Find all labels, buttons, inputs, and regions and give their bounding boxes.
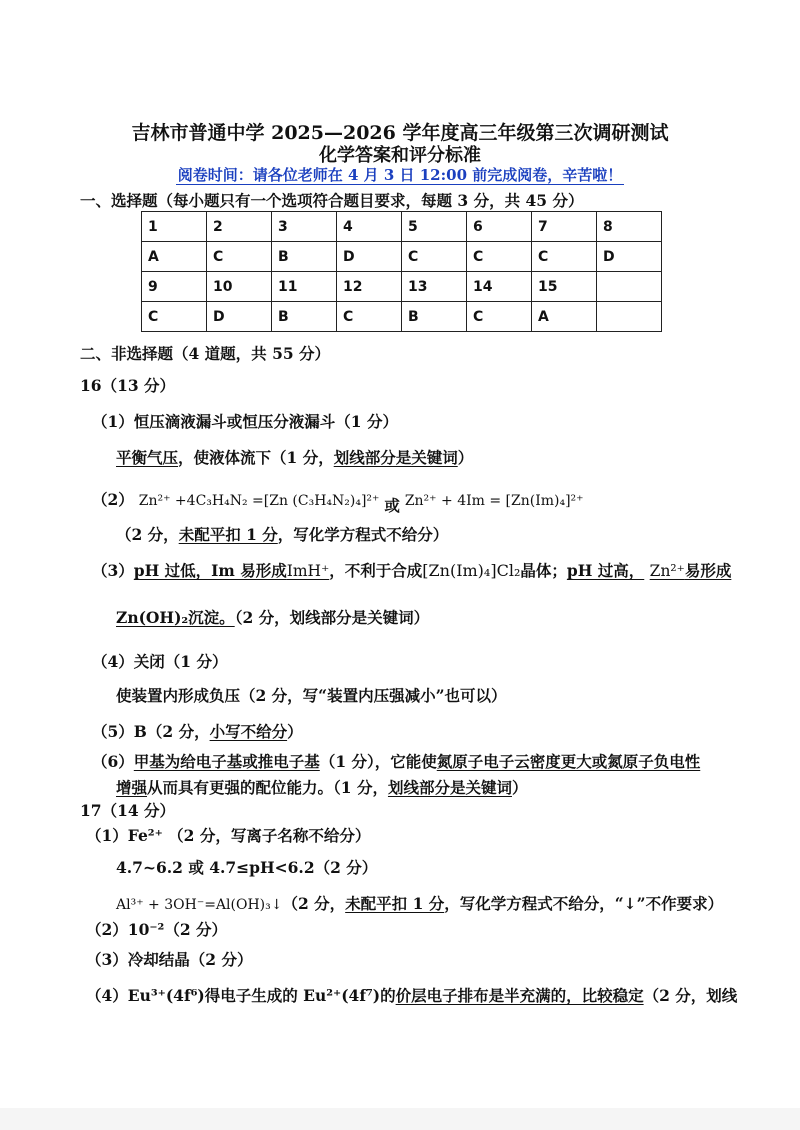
table-cell: 8 [597,212,662,242]
keyword: 划线部分是关键词 [333,448,458,467]
table-cell: D [597,242,662,272]
section2-heading: 二、非选择题（4 道题，共 55 分） [80,344,331,363]
keyword: 划线部分是关键词 [387,778,512,797]
table-row [142,302,662,332]
page-subtitle: 化学答案和评分标准 [319,145,481,166]
table-cell: 15 [532,272,597,302]
text: ） [511,778,528,797]
q16-part2-note [116,523,448,545]
formula: Zn²⁺ [649,562,685,580]
q17-part1-line2: 4.7~6.2 或 4.7≤pH<6.2（2 分） [116,858,378,877]
text: （2 分， [282,894,346,913]
keyword: 易形成 [684,561,732,580]
table-cell: 9 [142,272,207,302]
keyword: pH 过高， [566,561,645,580]
page-title: 吉林市普通中学 2025—2026 学年度高三年级第三次调研测试 [131,122,669,144]
table-cell: D [207,302,272,332]
q17-part2: （2）10⁻²（2 分） [86,920,228,939]
text: ，写化学方程式不给分，“↓”不作要求） [444,894,724,913]
section1-heading: 一、选择题（每小题只有一个选项符合题目要求，每题 3 分，共 45 分） [80,191,584,210]
table-cell: A [532,302,597,332]
part-label: （2） [92,490,134,509]
text: （2 分， [116,525,179,544]
or-text: 或 [384,496,400,515]
text: ，使液体流下（1 分， [178,448,334,467]
table-cell: C [467,302,532,332]
text: （4）Eu³⁺(4f⁶)得电子生成的 Eu²⁺(4f⁷)的 [86,986,396,1005]
keyword: 增强 [116,778,148,797]
table-cell: 3 [272,212,337,242]
q16-part6-line2 [116,776,527,798]
q16-part4: （4）关闭（1 分） [92,652,228,671]
keyword: 小写不给分 [209,722,288,741]
table-row [142,212,662,242]
text: ） [287,722,303,741]
table-cell: 1 [142,212,207,242]
page-bottom-shadow [0,1108,800,1130]
table-cell: 12 [337,272,402,302]
q16-part3 [92,559,731,581]
text: （2 分，划线 [643,986,738,1005]
q17-part3: （3）冷却结晶（2 分） [86,950,253,969]
equation-2: Zn²⁺ + 4Im = [Zn(Im)₄]²⁺ [404,493,584,509]
equation-1: Zn²⁺ +4C₃H₄N₂ =[Zn (C₃H₄N₂)₄]²⁺ [138,493,380,509]
table-cell: 2 [207,212,272,242]
table-cell: 7 [532,212,597,242]
table-cell: C [142,302,207,332]
formula: [Zn(Im)₄]Cl₂ [422,561,521,580]
equation: Al³⁺ + 3OH⁻=Al(OH)₃↓ [116,897,283,913]
q16-part1: （1）恒压滴液漏斗或恒压分液漏斗（1 分） [92,412,398,431]
answer-table [141,211,662,332]
part-label: （3） [92,561,134,580]
table-cell: 11 [272,272,337,302]
table-cell: B [272,302,337,332]
table-cell: C [467,242,532,272]
table-cell: D [337,242,402,272]
table-cell: 6 [467,212,532,242]
table-cell: A [142,242,207,272]
q17-part1-line3 [116,892,723,914]
text: （1 分），它能使 [319,752,437,771]
q16-part4-line2: 使装置内形成负压（2 分，写“装置内压强减小”也可以） [116,686,507,705]
keyword: 价层电子排布是半充满的，比较稳定 [395,986,644,1005]
text: 从而具有更强的配位能力。（1 分， [147,778,388,797]
keyword: 平衡气压 [116,448,179,467]
part-label: （6） [92,752,134,771]
table-row [142,272,662,302]
grading-notice: 阅卷时间：请各位老师在 4 月 3 日 12:00 前完成阅卷，辛苦啦！ [177,166,623,184]
formula: ImH⁺ [286,562,330,580]
text: ） [457,448,474,467]
text: 晶体； [520,561,567,580]
q17-part1: （1）Fe²⁺ （2 分，写离子名称不给分） [86,826,371,845]
table-cell: 10 [207,272,272,302]
table-cell: B [402,302,467,332]
keyword: 未配平扣 1 分 [345,894,445,913]
table-cell: 13 [402,272,467,302]
q16-part2 [92,488,584,515]
q16-part1-line2 [116,446,473,468]
q16-part3-line2 [116,606,429,628]
q16-label: 16（13 分） [80,376,176,395]
text: ，写化学方程式不给分） [277,525,449,544]
table-cell: C [337,302,402,332]
table-row [142,242,662,272]
table-cell: B [272,242,337,272]
table-cell [597,272,662,302]
table-cell: C [402,242,467,272]
table-cell: 14 [467,272,532,302]
keyword: 氮原子电子云密度更大或氮原子负电性 [436,752,701,771]
text: （5）B（2 分， [92,722,210,741]
text: （2 分，划线部分是关键词） [234,608,430,627]
table-cell: 4 [337,212,402,242]
text: ，不利于合成 [329,561,423,580]
table-cell [597,302,662,332]
keyword: Zn(OH)₂沉淀。 [116,608,235,627]
keyword: pH 过低，Im 易形成 [133,561,287,580]
table-cell: C [207,242,272,272]
q17-part4 [86,984,737,1006]
keyword: 未配平扣 1 分 [178,525,278,544]
q16-part5 [92,720,303,742]
table-cell: 5 [402,212,467,242]
q17-label: 17（14 分） [80,801,176,820]
q16-part6 [92,750,700,772]
keyword: 甲基为给电子基或推电子基 [133,752,320,771]
table-cell: C [532,242,597,272]
